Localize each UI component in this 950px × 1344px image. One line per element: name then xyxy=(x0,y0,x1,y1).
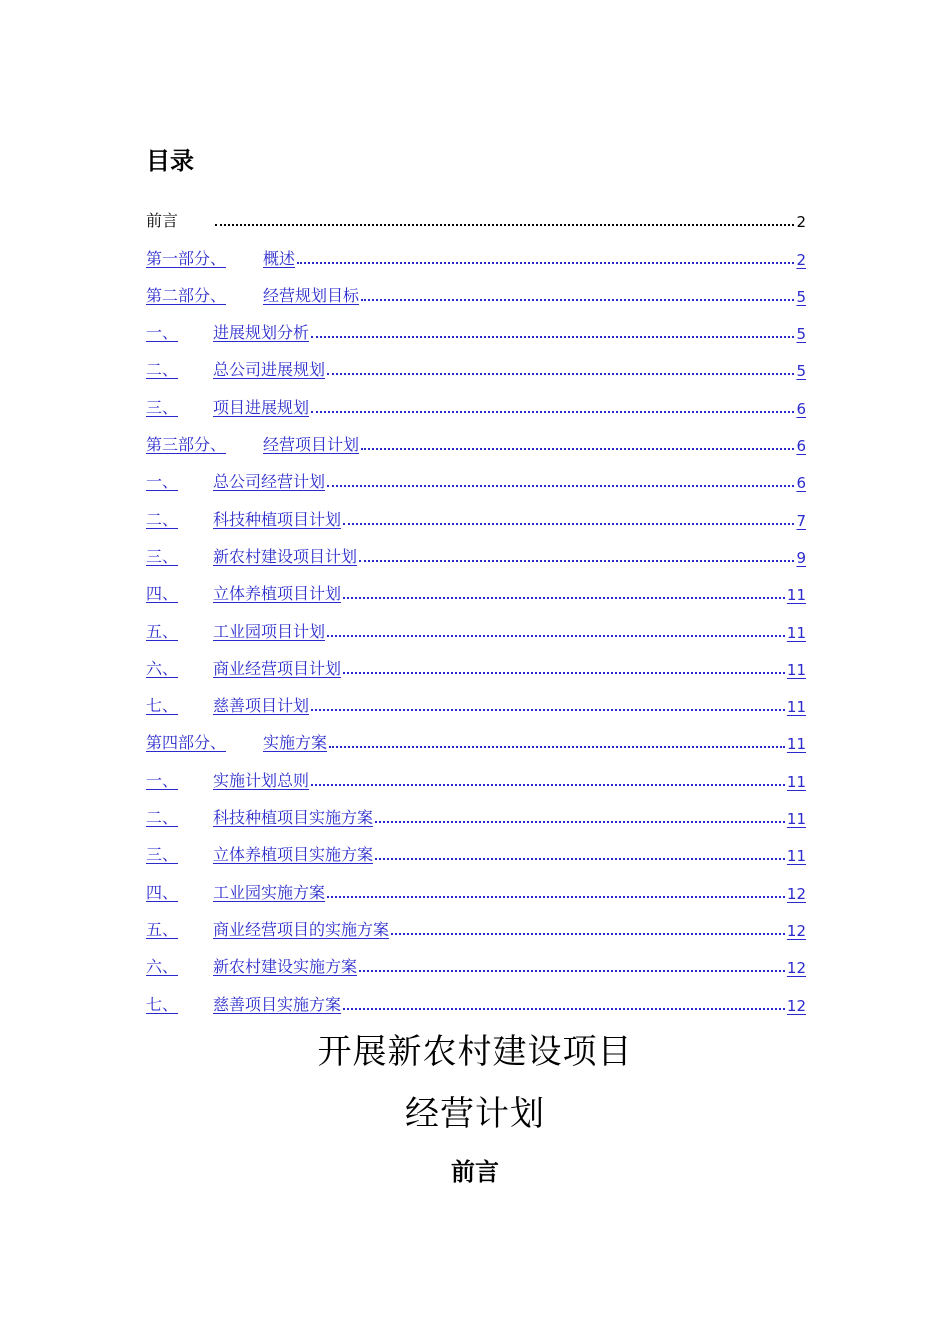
toc-entry-page-number: 5 xyxy=(796,325,806,344)
toc-entry[interactable] xyxy=(146,569,806,606)
toc-dot-leader xyxy=(327,373,794,375)
toc-dot-leader xyxy=(311,336,794,338)
toc-entry-number: 七、 xyxy=(146,696,179,716)
toc-entry-number: 第一部分、 xyxy=(146,248,227,268)
toc-entry-page-number: 12 xyxy=(786,884,806,903)
toc-entry-title: 新农村建设实施方案 xyxy=(213,957,358,977)
toc-entry-page-number: 6 xyxy=(796,437,806,456)
toc-entry-page-number: 12 xyxy=(786,996,806,1015)
toc-entry-page-number: 5 xyxy=(796,362,806,381)
toc-entry-number: 二、 xyxy=(146,808,179,828)
toc-entry-page-number: 5 xyxy=(796,287,806,306)
toc-entry-page-number: 12 xyxy=(786,959,806,978)
toc-entry-number: 五、 xyxy=(146,621,179,641)
toc-entry-number: 六、 xyxy=(146,658,179,678)
toc-entry[interactable] xyxy=(146,681,806,718)
toc-entry[interactable] xyxy=(146,718,806,755)
toc-entry[interactable] xyxy=(146,382,806,419)
toc-entry[interactable] xyxy=(146,271,806,308)
toc-entry-title: 科技种植项目计划 xyxy=(213,509,342,529)
toc-dot-leader xyxy=(329,746,785,748)
toc-dot-leader xyxy=(215,224,794,226)
toc-entry-page-number: 9 xyxy=(796,548,806,567)
toc-dot-leader xyxy=(359,560,794,562)
toc-entry[interactable] xyxy=(146,905,806,942)
toc-dot-leader xyxy=(361,448,794,450)
toc-entry-number: 一、 xyxy=(146,472,179,492)
toc-entry[interactable] xyxy=(146,308,806,345)
toc-entry-number: 第二部分、 xyxy=(146,285,227,305)
document-title-line-1: 开展新农村建设项目 xyxy=(317,1032,633,1072)
toc-entry-number: 五、 xyxy=(146,919,179,939)
toc-dot-leader xyxy=(311,411,794,413)
toc-entry[interactable] xyxy=(146,942,806,979)
toc-entry-title: 立体养植项目计划 xyxy=(213,584,342,604)
table-of-contents xyxy=(146,196,806,1017)
toc-dot-leader xyxy=(311,784,785,786)
toc-entry-title: 经营项目计划 xyxy=(263,435,360,455)
toc-entry-title: 实施计划总则 xyxy=(213,770,310,790)
toc-entry-page-number: 6 xyxy=(796,399,806,418)
toc-dot-leader xyxy=(343,523,794,525)
toc-dot-leader xyxy=(311,709,785,711)
toc-entry[interactable] xyxy=(146,793,806,830)
toc-entry-title: 经营规划目标 xyxy=(263,285,360,305)
toc-entry-title: 总公司进展规划 xyxy=(213,360,326,380)
toc-entry-number: 三、 xyxy=(146,546,179,566)
toc-entry-title: 慈善项目实施方案 xyxy=(213,994,342,1014)
toc-entry-page-number: 2 xyxy=(796,250,806,269)
toc-entry-number: 七、 xyxy=(146,994,179,1014)
toc-dot-leader xyxy=(327,635,785,637)
toc-entry-page-number: 7 xyxy=(796,511,806,530)
toc-entry-title: 工业园项目计划 xyxy=(213,621,326,641)
toc-dot-leader xyxy=(343,597,785,599)
toc-entry-number: 三、 xyxy=(146,845,179,865)
document-title-line-2: 经营计划 xyxy=(405,1094,545,1134)
toc-entry[interactable] xyxy=(146,532,806,569)
toc-entry[interactable] xyxy=(146,345,806,382)
toc-entry[interactable] xyxy=(146,830,806,867)
toc-entry-page-number: 11 xyxy=(786,847,806,866)
toc-dot-leader xyxy=(375,858,785,860)
toc-entry-title: 实施方案 xyxy=(263,733,328,753)
toc-entry-title: 立体养植项目实施方案 xyxy=(213,845,374,865)
toc-entry[interactable] xyxy=(146,420,806,457)
toc-entry-page-number: 11 xyxy=(786,735,806,754)
toc-entry[interactable] xyxy=(146,867,806,904)
toc-entry-title: 概述 xyxy=(263,248,296,268)
toc-entry-page-number: 11 xyxy=(786,586,806,605)
toc-entry-number: 四、 xyxy=(146,584,179,604)
toc-dot-leader xyxy=(361,299,794,301)
toc-entry-page-number: 11 xyxy=(786,698,806,717)
toc-entry-page-number: 6 xyxy=(796,474,806,493)
toc-entry-title: 总公司经营计划 xyxy=(213,472,326,492)
toc-dot-leader xyxy=(391,933,785,935)
toc-dot-leader xyxy=(327,485,794,487)
toc-entry-number: 第三部分、 xyxy=(146,435,227,455)
toc-entry[interactable] xyxy=(146,233,806,270)
toc-entry-title: 新农村建设项目计划 xyxy=(213,546,358,566)
toc-dot-leader xyxy=(327,896,785,898)
toc-entry-number: 二、 xyxy=(146,509,179,529)
toc-heading: 目录 xyxy=(146,147,194,175)
toc-entry-title: 进展规划分析 xyxy=(213,323,310,343)
toc-dot-leader xyxy=(343,672,785,674)
toc-dot-leader xyxy=(343,1008,785,1010)
toc-entry-page-number: 11 xyxy=(786,810,806,829)
toc-entry-title: 科技种植项目实施方案 xyxy=(213,808,374,828)
toc-entry-number: 前言 xyxy=(146,211,179,231)
toc-entry xyxy=(146,196,806,233)
toc-entry[interactable] xyxy=(146,457,806,494)
toc-entry-number: 三、 xyxy=(146,397,179,417)
toc-dot-leader xyxy=(359,970,785,972)
toc-entry-title: 工业园实施方案 xyxy=(213,882,326,902)
toc-entry-number: 二、 xyxy=(146,360,179,380)
toc-entry-title: 商业经营项目的实施方案 xyxy=(213,919,390,939)
preface-heading: 前言 xyxy=(451,1158,499,1186)
toc-entry[interactable] xyxy=(146,494,806,531)
toc-entry-number: 第四部分、 xyxy=(146,733,227,753)
toc-entry-page-number: 12 xyxy=(786,921,806,940)
toc-entry[interactable] xyxy=(146,606,806,643)
toc-entry-title: 项目进展规划 xyxy=(213,397,310,417)
toc-entry-page-number: 11 xyxy=(786,623,806,642)
toc-entry-page-number: 11 xyxy=(786,772,806,791)
toc-entry-title: 商业经营项目计划 xyxy=(213,658,342,678)
toc-dot-leader xyxy=(297,262,794,264)
toc-entry[interactable] xyxy=(146,755,806,792)
toc-entry-page-number: 11 xyxy=(786,660,806,679)
toc-entry-title: 慈善项目计划 xyxy=(213,696,310,716)
toc-dot-leader xyxy=(375,821,785,823)
toc-entry[interactable] xyxy=(146,644,806,681)
toc-entry[interactable] xyxy=(146,979,806,1016)
toc-entry-number: 六、 xyxy=(146,957,179,977)
toc-entry-number: 一、 xyxy=(146,323,179,343)
toc-entry-page-number: 2 xyxy=(796,213,806,232)
toc-entry-number: 一、 xyxy=(146,770,179,790)
toc-entry-number: 四、 xyxy=(146,882,179,902)
